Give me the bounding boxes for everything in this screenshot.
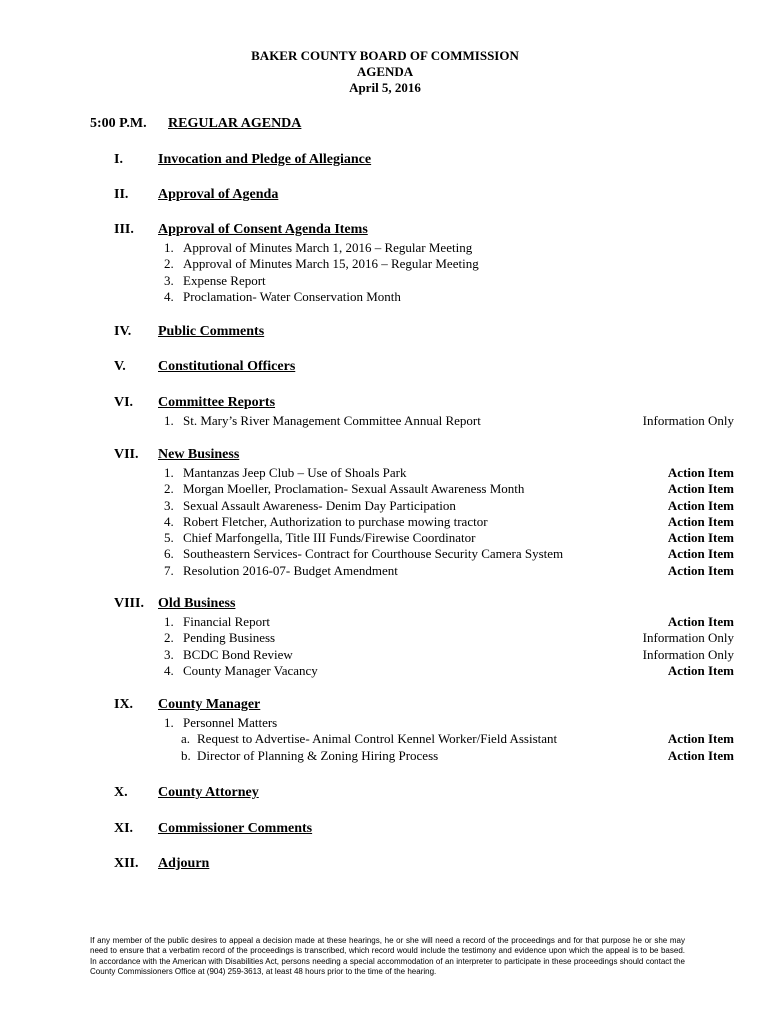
item-text: Pending Business [183, 630, 276, 646]
section-numeral: I. [114, 152, 123, 167]
subitem-status: Action Item [667, 748, 734, 764]
item-status: Action Item [667, 662, 734, 678]
agenda-item [164, 256, 734, 272]
item-text: Approval of Minutes March 1, 2016 – Regular Meeting [183, 240, 473, 255]
item-text: Expense Report [183, 272, 266, 288]
agenda-item [164, 647, 734, 663]
header-agenda: AGENDA [356, 64, 414, 79]
item-status: Action Item [667, 530, 734, 546]
item-number: 1. [164, 465, 174, 480]
agenda-item [164, 514, 734, 530]
agenda-item [164, 715, 734, 731]
item-number: 1. [164, 413, 174, 428]
item-status: Action Item [667, 513, 734, 529]
section-numeral: VI. [114, 395, 134, 410]
item-text: Financial Report [183, 614, 271, 629]
item-status: Action Item [667, 481, 734, 497]
item-number: 1. [164, 240, 174, 255]
item-text: BCDC Bond Review [183, 646, 293, 662]
item-status: Action Item [667, 562, 734, 578]
section-title: Invocation and Pledge of Allegiance [158, 152, 372, 167]
agenda-item [164, 273, 734, 289]
item-number: 1. [164, 715, 174, 730]
agenda-subitem [164, 748, 734, 765]
agenda-item [164, 630, 734, 646]
item-text: Southeastern Services- Contract for Courthouse Security Camera System [183, 546, 564, 562]
section-item-list [164, 715, 734, 765]
item-number: 2. [164, 630, 174, 646]
section-title: Public Comments [158, 324, 265, 339]
section-numeral: IV. [114, 324, 132, 339]
item-number: 2. [164, 256, 174, 272]
agenda-subitem [164, 731, 734, 748]
subitem-letter: a. [181, 731, 191, 747]
item-text: County Manager Vacancy [183, 662, 318, 678]
subitem-text: Director of Planning & Zoning Hiring Process [197, 748, 439, 764]
item-number: 2. [164, 481, 174, 497]
document-header [0, 48, 770, 96]
item-status: Action Item [667, 614, 734, 629]
item-text: Resolution 2016-07- Budget Amendment [183, 562, 398, 578]
section-title: County Attorney [158, 785, 259, 800]
agenda-type-title: REGULAR AGENDA [168, 116, 302, 131]
item-status: Information Only [642, 630, 734, 646]
agenda-item [164, 530, 734, 546]
section-numeral: III. [114, 222, 134, 237]
item-status: Information Only [642, 646, 734, 662]
item-number: 7. [164, 562, 174, 578]
agenda-item [164, 546, 734, 562]
item-number: 5. [164, 530, 174, 546]
section-numeral: II. [114, 187, 129, 202]
item-number: 4. [164, 288, 174, 304]
item-text: Proclamation- Water Conservation Month [183, 288, 401, 304]
agenda-item [164, 663, 734, 679]
section-title: New Business [158, 447, 240, 462]
item-text: St. Mary’s River Management Committee Annual Report [183, 413, 481, 428]
subitem-status: Action Item [667, 731, 734, 747]
section-title: Old Business [158, 596, 236, 611]
meeting-time-line [90, 115, 301, 133]
section-item-list [164, 413, 734, 429]
legal-notice: If any member of the public desires to appeal a decision made at these hearings, he or she will need a record of the proceedings and for that purpose he or she may need to ensure that a verbatim record of the proceedings is transcribed, which record would include the testimony and evidence upon which the appeal is to be based. In accordance with the American with Disabilities Act, persons needing a special accommodation of an interpreter to participate in these proceedings should contact the County Commissioners Office at (904) 259-3613, at least 48 hours prior to the time of the hearing. [90, 936, 685, 977]
section-numeral: V. [114, 359, 126, 374]
item-text: Sexual Assault Awareness- Denim Day Participation [183, 497, 456, 513]
item-status: Information Only [642, 413, 734, 428]
item-number: 6. [164, 546, 174, 562]
item-number: 4. [164, 513, 174, 529]
section-numeral: XI. [114, 821, 134, 836]
agenda-item [164, 465, 734, 481]
subitem-text: Request to Advertise- Animal Control Kennel Worker/Field Assistant [197, 731, 558, 747]
section-numeral: X. [114, 785, 128, 800]
section-title: Committee Reports [158, 395, 276, 410]
item-number: 1. [164, 614, 174, 629]
section-item-list [164, 614, 734, 679]
item-text: Mantanzas Jeep Club – Use of Shoals Park [183, 465, 407, 480]
section-item-list [164, 240, 734, 305]
meeting-time: 5:00 P.M. [90, 116, 147, 131]
item-number: 3. [164, 646, 174, 662]
section-item-list [164, 465, 734, 579]
section-title: Approval of Agenda [158, 187, 279, 202]
header-date: April 5, 2016 [349, 80, 421, 95]
section-title: Constitutional Officers [158, 359, 296, 374]
agenda-item [164, 563, 734, 579]
section-numeral: XII. [114, 856, 139, 871]
section-numeral: VII. [114, 447, 139, 462]
item-text: Robert Fletcher, Authorization to purchase mowing tractor [183, 513, 488, 529]
item-text: Chief Marfongella, Title III Funds/Firewise Coordinator [183, 530, 476, 546]
item-text: Approval of Minutes March 15, 2016 – Regular Meeting [183, 256, 479, 272]
section-title: Approval of Consent Agenda Items [158, 222, 368, 237]
section-title: Commissioner Comments [158, 821, 313, 836]
agenda-item [164, 413, 734, 429]
item-status: Action Item [667, 465, 734, 480]
item-number: 3. [164, 497, 174, 513]
section-numeral: IX. [114, 697, 134, 712]
header-board-name: BAKER COUNTY BOARD OF COMMISSION [251, 48, 519, 63]
agenda-item [164, 498, 734, 514]
agenda-item [164, 614, 734, 630]
agenda-item [164, 289, 734, 305]
agenda-item [164, 240, 734, 256]
section-title: Adjourn [158, 856, 210, 871]
agenda-item [164, 481, 734, 497]
item-number: 4. [164, 662, 174, 678]
subitem-letter: b. [181, 748, 191, 764]
item-number: 3. [164, 272, 174, 288]
item-text: Personnel Matters [183, 715, 278, 730]
section-numeral: VIII. [114, 596, 144, 611]
item-text: Morgan Moeller, Proclamation- Sexual Assault Awareness Month [183, 481, 525, 497]
item-status: Action Item [667, 497, 734, 513]
section-title: County Manager [158, 697, 261, 712]
item-status: Action Item [667, 546, 734, 562]
